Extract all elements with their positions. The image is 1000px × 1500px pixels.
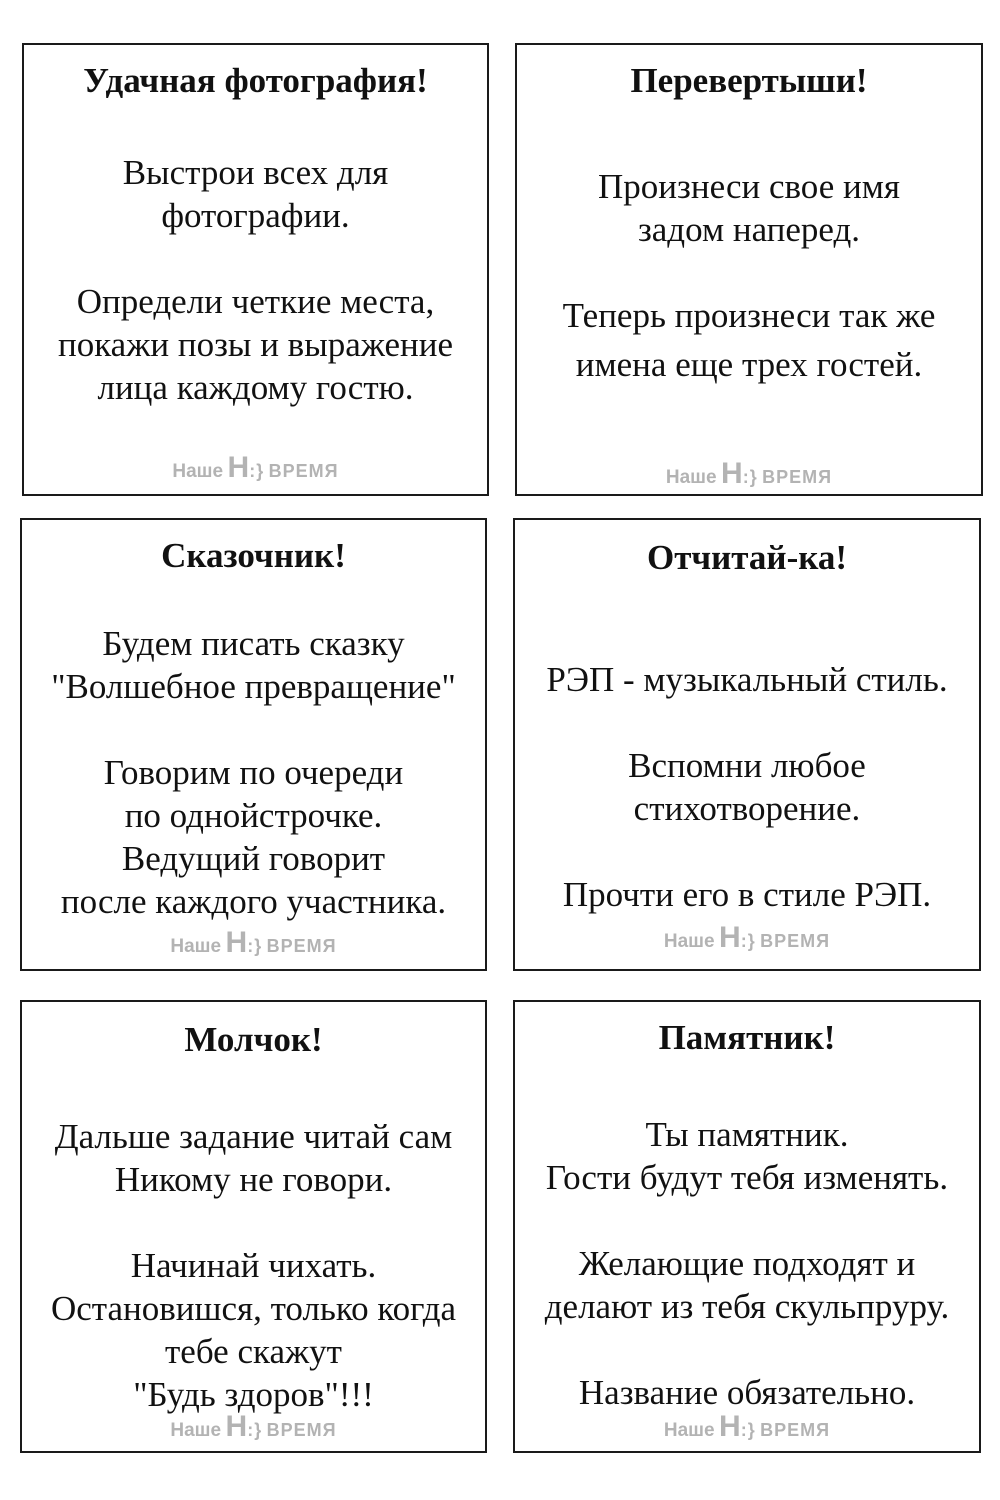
card-line: Дальше задание читай сам (54, 1117, 453, 1156)
card-line: Выстрои всех для (122, 153, 389, 192)
task-card-monument (513, 1000, 981, 1453)
brand-logo: Наше Н:} ВРЕМЯ (170, 1410, 337, 1443)
card-line: Гости будут тебя изменять. (545, 1158, 949, 1197)
card-line: Определи четкие места, (76, 282, 435, 321)
card-line: Остановишся, только когда (50, 1289, 457, 1328)
card-line: по однойстрочке. (124, 796, 383, 835)
card-line: Говорим по очереди (103, 753, 404, 792)
card-line: имена еще трех гостей. (575, 345, 923, 384)
card-title: Сказочник! (161, 536, 346, 575)
card-line: Вспомни любое (628, 746, 866, 785)
card-line: Никому не говори. (114, 1160, 393, 1199)
card-line: фотографии. (161, 196, 350, 235)
brand-logo: Наше Н:} ВРЕМЯ (172, 451, 339, 484)
task-card-reversals (515, 43, 983, 496)
brand-logo: Наше Н:} ВРЕМЯ (665, 457, 833, 490)
brand-logo: Наше Н:} ВРЕМЯ (663, 921, 831, 954)
card-line: Название обязательно. (578, 1373, 916, 1412)
card-line: Ты памятник. (645, 1115, 849, 1154)
card-body (515, 658, 979, 916)
card-line: покажи позы и выражение (57, 325, 454, 364)
card-title: Молчок! (184, 1020, 323, 1059)
card-title: Отчитай-ка! (646, 538, 848, 577)
card-line: задом наперед. (637, 210, 861, 249)
card-body (22, 1115, 485, 1416)
brand-logo: Наше Н:} ВРЕМЯ (170, 926, 337, 959)
card-line: Ведущий говорит (121, 839, 386, 878)
task-card-rap (513, 518, 981, 971)
brand-logo: Наше Н:} ВРЕМЯ (663, 1410, 831, 1443)
card-line: Желающие подходят и (578, 1244, 916, 1283)
task-card-photo (22, 43, 489, 496)
card-line: Произнеси свое имя (598, 167, 900, 206)
card-line: "Волшебное превращение" (51, 667, 456, 706)
card-title: Памятник! (658, 1018, 836, 1057)
card-line: тебе скажут (165, 1332, 342, 1371)
card-line: после каждого участника. (60, 882, 447, 921)
task-card-silence (20, 1000, 487, 1453)
card-line: стихотворение. (633, 789, 861, 828)
card-line: РЭП - музыкальный стиль. (546, 660, 948, 699)
card-line: Прочти его в стиле РЭП. (562, 875, 932, 914)
card-line: Начинай чихать. (130, 1246, 377, 1285)
card-body (22, 622, 485, 923)
card-line: Теперь произнеси так же (562, 296, 936, 335)
card-line: "Будь здоров"!!! (133, 1375, 374, 1414)
card-title: Перевертыши! (630, 61, 868, 100)
card-body (515, 1113, 979, 1414)
card-title: Удачная фотография! (83, 61, 428, 100)
card-body (517, 165, 981, 386)
card-line: делают из тебя скульпруру. (544, 1287, 950, 1326)
card-line: лица каждому гостю. (97, 368, 414, 407)
card-line: Будем писать сказку (102, 624, 405, 663)
task-card-storyteller (20, 518, 487, 971)
card-body (24, 151, 487, 409)
